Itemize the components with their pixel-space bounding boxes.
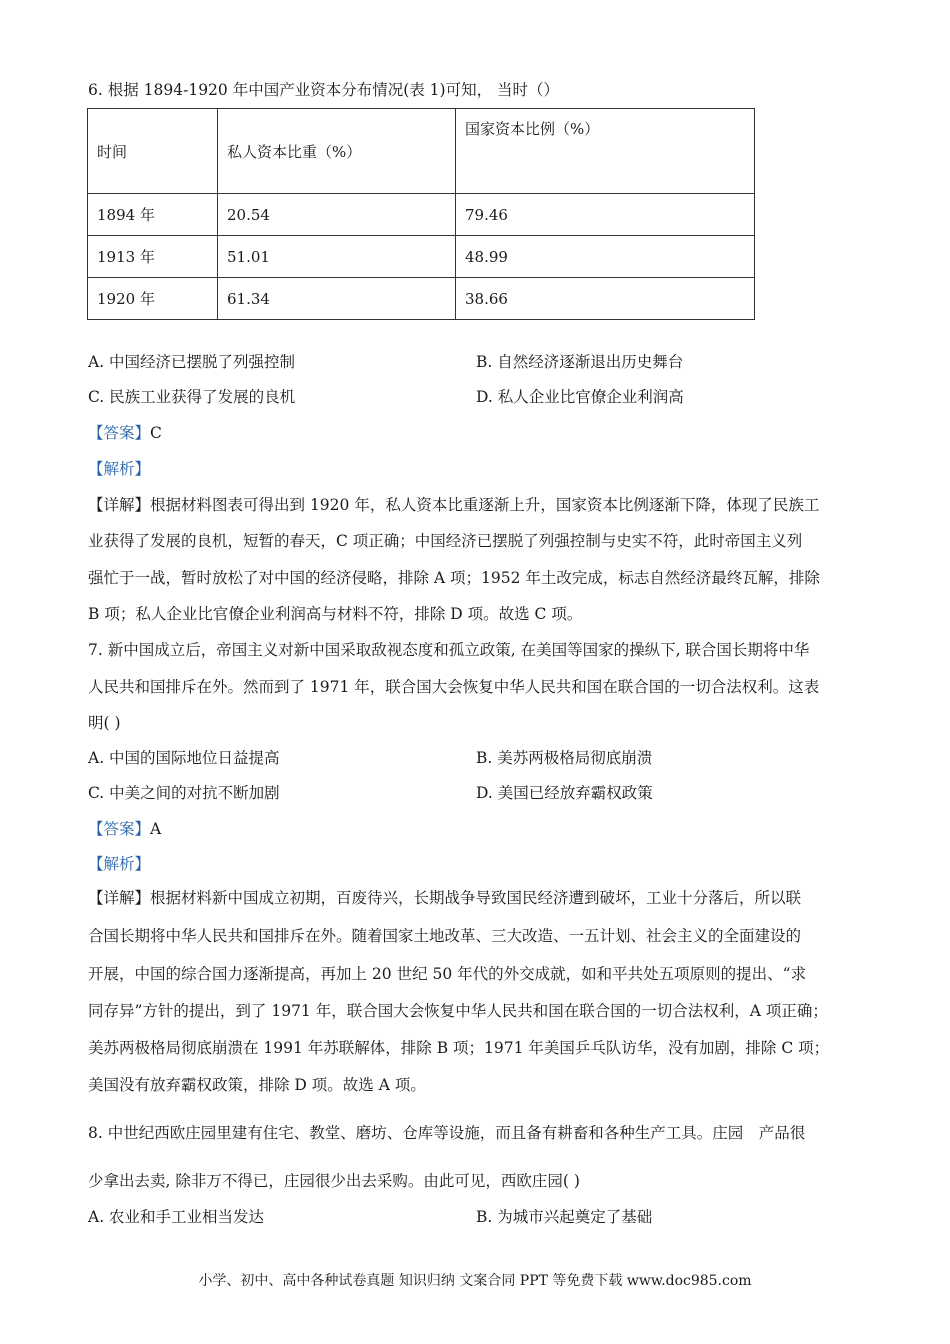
table-header-row <box>88 109 755 194</box>
q8-option-b: B. 为城市兴起奠定了基础 <box>476 1208 653 1226</box>
q7-stem-line: 7. 新中国成立后，帝国主义对新中国采取敌视态度和孤立政策, 在美国等国家的操纵下, 联合国长期将中华 <box>88 641 810 659</box>
table-header-cell: 国家资本比例（%） <box>456 109 755 194</box>
q6-option-c: C. 民族工业获得了发展的良机 <box>88 388 296 406</box>
detail-tag: 【详解】 <box>88 496 151 514</box>
q7-answer-line <box>88 817 161 839</box>
detail-text: 根据材料新中国成立初期，百废待兴，长期战争导致国民经济遭到破坏，工业十分落后，所以联 <box>150 889 802 907</box>
q6-option-b: B. 自然经济逐渐退出历史舞台 <box>476 353 684 371</box>
q7-stem-line: 人民共和国排斥在外。然而到了 1971 年，联合国大会恢复中华人民共和国在联合国的一切合法权利。这表 <box>88 678 820 696</box>
table-header-cell: 私人资本比重（%） <box>218 109 456 194</box>
q6-detail-line: 强忙于一战，暂时放松了对中国的经济侵略，排除 A 项；1952 年土改完成，标志自然经济最终瓦解，排除 <box>88 569 820 587</box>
detail-text: 根据材料图表可得出到 1920 年，私人资本比重逐渐上升，国家资本比例逐渐下降，体现了民族工 <box>150 496 820 514</box>
question-6-stem: 6. 根据 1894-1920 年中国产业资本分布情况(表 1)可知， 当时（） <box>88 81 560 99</box>
table-row <box>88 236 755 278</box>
q6-option-d: D. 私人企业比官僚企业利润高 <box>476 388 684 406</box>
answer-tag: 【答案】 <box>88 820 151 838</box>
q6-answer-line <box>88 421 162 443</box>
q6-detail-line: 业获得了发展的良机，短暂的春天，C 项正确；中国经济已摆脱了列强控制与史实不符，此时帝国主义列 <box>88 532 803 550</box>
q8-option-a: A. 农业和手工业相当发达 <box>88 1208 265 1226</box>
q7-option-a: A. 中国的国际地位日益提高 <box>88 749 280 767</box>
table-cell: 20.54 <box>218 194 456 236</box>
q6-option-a: A. 中国经济已摆脱了列强控制 <box>88 353 296 371</box>
q7-detail-line: 同存异”方针的提出，到了 1971 年，联合国大会恢复中华人民共和国在联合国的一切合法权利，A 项正确； <box>88 1002 828 1020</box>
q7-option-b: B. 美苏两极格局彻底崩溃 <box>476 749 653 767</box>
table-cell: 79.46 <box>456 194 755 236</box>
table-cell: 1920 年 <box>88 278 218 320</box>
table-header-cell: 时间 <box>88 109 218 194</box>
q7-stem-line: 明( ) <box>88 714 121 732</box>
table-cell: 38.66 <box>456 278 755 320</box>
table-cell: 1913 年 <box>88 236 218 278</box>
capital-distribution-table <box>87 108 755 320</box>
q6-detail-line: B 项；私人企业比官僚企业利润高与材料不符，排除 D 项。故选 C 项。 <box>88 605 583 623</box>
answer-value: A <box>150 820 162 838</box>
table-cell: 61.34 <box>218 278 456 320</box>
q7-option-c: C. 中美之间的对抗不断加剧 <box>88 784 280 802</box>
page-footer: 小学、初中、高中各种试卷真题 知识归纳 文案合同 PPT 等免费下载 www.doc985.com <box>198 1273 752 1289</box>
q8-stem-line: 8. 中世纪西欧庄园里建有住宅、教堂、磨坊、仓库等设施，而且备有耕畜和各种生产工具。庄园 产品很 <box>88 1124 806 1142</box>
answer-tag: 【答案】 <box>88 424 151 442</box>
table-cell: 1894 年 <box>88 194 218 236</box>
q6-detail-line <box>88 493 874 515</box>
q7-analysis-tag: 【解析】 <box>88 855 151 873</box>
table-row <box>88 278 755 320</box>
q8-stem-line: 少拿出去卖, 除非万不得已，庄园很少出去采购。由此可见，西欧庄园( ) <box>88 1172 580 1190</box>
table-cell: 48.99 <box>456 236 755 278</box>
answer-value: C <box>150 424 162 442</box>
q7-detail-line: 开展，中国的综合国力逐渐提高，再加上 20 世纪 50 年代的外交成就，如和平共处五项原则的提出、“求 <box>88 965 807 983</box>
q7-detail-line: 美苏两极格局彻底崩溃在 1991 年苏联解体，排除 B 项；1971 年美国乒乓队访华，没有加剧，排除 C 项； <box>88 1039 830 1057</box>
q6-analysis-tag: 【解析】 <box>88 460 151 478</box>
q7-detail-line <box>88 886 874 908</box>
q7-detail-line: 合国长期将中华人民共和国排斥在外。随着国家土地改革、三大改造、一五计划、社会主义的全面建设的 <box>88 927 802 945</box>
detail-tag: 【详解】 <box>88 889 151 907</box>
q7-option-d: D. 美国已经放弃霸权政策 <box>476 784 653 802</box>
table-row <box>88 194 755 236</box>
q7-detail-line: 美国没有放弃霸权政策，排除 D 项。故选 A 项。 <box>88 1076 426 1094</box>
table-cell: 51.01 <box>218 236 456 278</box>
